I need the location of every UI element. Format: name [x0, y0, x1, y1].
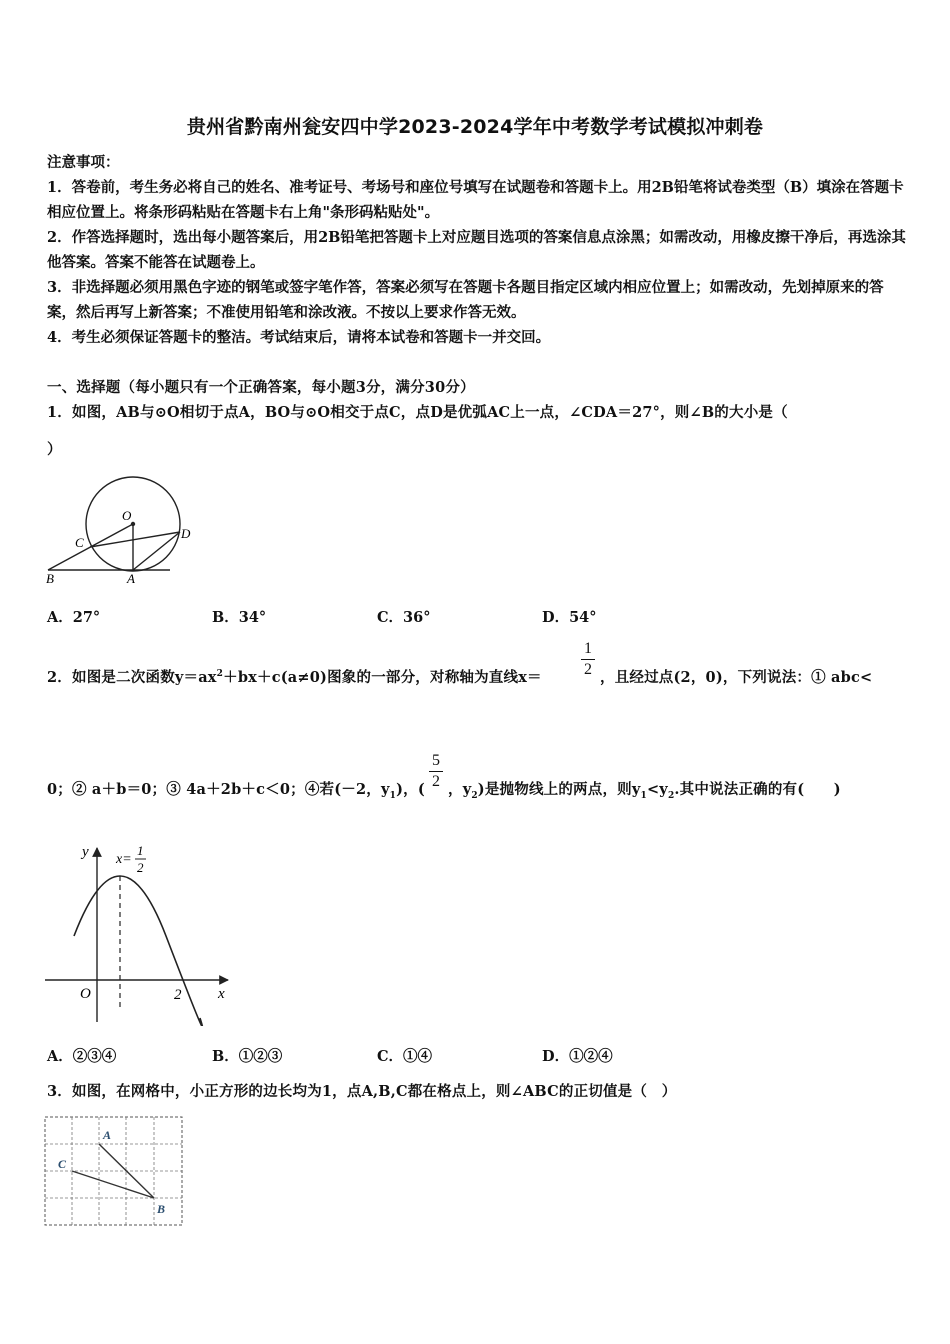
- label-x: x: [218, 986, 225, 1002]
- q3-stem: 3．如图，在网格中，小正方形的边长均为1，点A,B,C都在格点上，则∠ABC的正切值是（ ）: [47, 1083, 677, 1100]
- q2-fraction-half: 1 2: [581, 640, 595, 679]
- section-heading: 一、选择题（每小题只有一个正确答案，每小题3分，满分30分）: [47, 379, 475, 396]
- q3-grid-figure: [44, 1116, 186, 1228]
- q1-stem-line2: ）: [47, 441, 62, 458]
- label-c: C: [75, 535, 84, 550]
- label-b: B: [46, 571, 54, 586]
- label-two: 2: [174, 987, 182, 1003]
- label-axis-num: 1: [137, 843, 144, 858]
- label-a: A: [127, 571, 135, 586]
- note-item: 1．答卷前，考生务必将自己的姓名、准考证号、考场号和座位号填写在试题卷和答题卡上。用2B铅笔将试卷类型（B）填涂在答题卡相应位置上。将条形码粘贴在答题卡右上角"条形码粘贴处"。: [47, 179, 904, 221]
- q2-stem-line2-b: ，$y_2$)是抛物线上的两点，则$y_1<y_2$.其中说法正确的有( ): [448, 781, 841, 801]
- q1-option-a[interactable]: A．27°: [47, 609, 101, 626]
- q2-parabola-figure: [40, 836, 240, 1026]
- q2-option-c[interactable]: C．①④: [377, 1048, 433, 1065]
- q1-option-c[interactable]: C．36°: [377, 609, 431, 626]
- q1-option-d[interactable]: D．54°: [542, 609, 597, 626]
- note-item: 3．非选择题必须用黑色字迹的钢笔或签字笔作答，答案必须写在答题卡各题目指定区域内相应位置上；如需改动，先划掉原来的答案，然后再写上新答案；不准使用铅笔和涂改液。不按以上要求作答无效。: [47, 279, 884, 321]
- q2-option-d[interactable]: D．①②④: [542, 1048, 613, 1065]
- label-axis-den: 2: [137, 860, 144, 875]
- notes-block: [47, 150, 907, 350]
- q2-stem-line1-end: ，且经过点(2，0)，下列说法：① abc<: [600, 669, 873, 686]
- q1-circle-figure: [40, 470, 210, 590]
- q2-option-a[interactable]: A．②③④: [47, 1048, 117, 1065]
- label-origin: O: [80, 986, 91, 1002]
- segment-cb: [72, 1171, 154, 1198]
- label-axis-prefix: x=: [116, 852, 132, 867]
- center-point: [131, 522, 135, 526]
- label-a: A: [103, 1128, 112, 1142]
- q2-fraction-five-halves: 5 2: [429, 752, 443, 791]
- note-item: 4．考生必须保证答题卡的整洁。考试结束后，请将本试卷和答题卡一并交回。: [47, 329, 551, 346]
- q1-option-b[interactable]: B．34°: [212, 609, 267, 626]
- label-y: y: [82, 844, 89, 860]
- note-item: 2．作答选择题时，选出每小题答案后，用2B铅笔把答题卡上对应题目选项的答案信息点涂黑；如需改动，用橡皮擦干净后，再选涂其他答案。答案不能答在试题卷上。: [47, 229, 906, 271]
- q1-stem-line1: 1．如图，AB与⊙O相切于点A，BO与⊙O相交于点C，点D是优弧AC上一点，∠CDA＝27°，则∠B的大小是（: [47, 404, 788, 421]
- q2-stem-line2-a: 0；② a＋b＝0；③ 4a＋2b＋c＜0；④若(－2，$y_1$)，(: [47, 781, 425, 801]
- parabola-curve: [74, 876, 202, 1026]
- q2-stem-line1: 2．如图是二次函数$y=ax^2+bx+c(a\ne 0)$图象的一部分，对称轴为直线x＝: [47, 669, 542, 686]
- q2-option-b[interactable]: B．①②③: [212, 1048, 283, 1065]
- label-c: C: [58, 1157, 67, 1171]
- label-b: B: [157, 1202, 166, 1216]
- label-o: O: [122, 508, 132, 523]
- page-title: 贵州省黔南州瓮安四中学2023-2024学年中考数学考试模拟冲刺卷: [186, 116, 764, 138]
- notes-heading: 注意事项：: [47, 154, 120, 171]
- label-d: D: [181, 526, 191, 541]
